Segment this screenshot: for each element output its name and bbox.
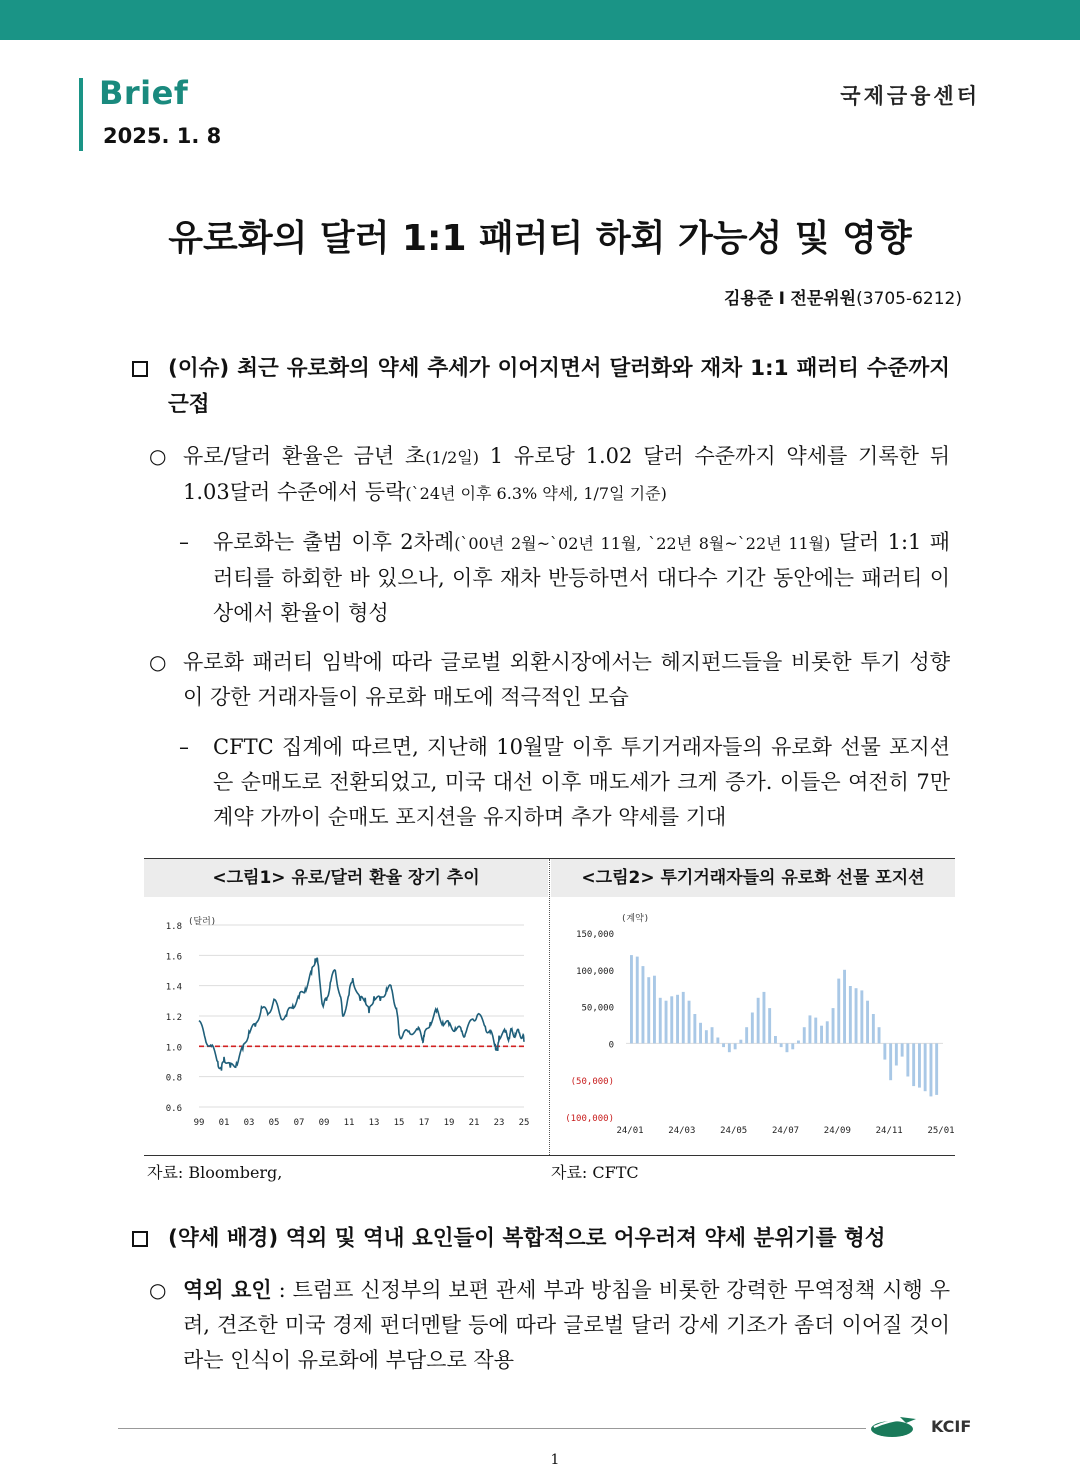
y-tick-label: (50,000) [570, 1077, 614, 1088]
position-bar [883, 1043, 886, 1059]
sub-bullet-paragraph: – CFTC 집계에 따르면, 지난해 10월말 이후 투기거래자들의 유로화 선물 포지션은 순매도로 전환되었고, 미국 대선 이후 매도세가 크게 증가. 이들은 여전히 7만 계약 가까이 순매도 포지션을 유지하며 추가 약세를 기대 [213, 730, 950, 835]
position-bar [860, 990, 863, 1043]
x-tick-label: 01 [218, 1118, 230, 1128]
position-bar [843, 970, 846, 1044]
position-bar [930, 1043, 933, 1096]
top-banner [0, 0, 1080, 40]
x-tick-label: 15 [393, 1118, 405, 1128]
position-bar [688, 1001, 691, 1044]
position-bar [872, 1014, 875, 1043]
y-tick-label: 1.0 [165, 1043, 182, 1054]
circle-bullet-icon: ○ [149, 1278, 167, 1302]
x-tick-label: 19 [443, 1118, 455, 1128]
publish-date: 2025. 1. 8 [103, 124, 222, 148]
y-tick-label: 100,000 [576, 966, 614, 977]
position-bar [849, 986, 852, 1043]
circle-bullet-icon: ○ [149, 650, 167, 674]
author-separator: I [778, 289, 785, 309]
x-tick-label: 03 [243, 1118, 255, 1128]
figure-divider [549, 859, 550, 1155]
bullet-paragraph: ○ 역외 요인 : 트럼프 신정부의 보편 관세 부과 방침을 비롯한 강력한 무역정책 시행 우려, 견조한 미국 경제 펀더멘탈 등에 따라 글로벌 달러 강세 기조가 좀더 이어질 것이라는 인식이 유로화에 부담으로 작용 [183, 1273, 950, 1378]
position-bar [630, 955, 633, 1043]
position-bar [647, 977, 650, 1043]
position-bar [751, 1013, 754, 1044]
author-line [724, 284, 962, 309]
x-tick-label: 24/07 [771, 1126, 800, 1136]
x-tick-label: 23 [493, 1118, 505, 1128]
footer-logo-text: KCIF [931, 1417, 972, 1436]
position-bar [912, 1043, 915, 1086]
x-tick-label: 24/11 [875, 1126, 903, 1136]
circle-bullet-icon: ○ [149, 444, 167, 468]
position-bar [642, 966, 645, 1043]
position-bar [711, 1027, 714, 1043]
figure-panel [144, 858, 955, 1156]
x-tick-label: 05 [268, 1118, 280, 1128]
position-bar [878, 1027, 881, 1043]
position-bar [716, 1038, 719, 1044]
figure2-title: <그림2> 투기거래자들의 유로화 선물 포지션 [551, 859, 955, 897]
x-tick-label: 24/05 [720, 1126, 748, 1136]
position-bar [693, 1014, 696, 1043]
author-role: 전문위원 [790, 289, 857, 309]
position-bar [837, 979, 840, 1044]
bullet-paragraph: ○ 유로/달러 환율은 금년 초(1/2일) 1 유로당 1.02 달러 수준까지 약세를 기록한 뒤 1.03달러 수준에서 등락(`24년 이후 6.3% 약세, 1/7일 기준) [183, 439, 950, 511]
x-tick-label: 17 [418, 1118, 430, 1128]
y-axis-unit: (계약) [621, 914, 650, 924]
x-tick-label: 11 [343, 1118, 355, 1128]
brief-accent-bar [79, 78, 83, 151]
section-heading-text: (약세 배경) 역외 및 역내 요인들이 복합적으로 어우러져 약세 분위기를 형성 [168, 1226, 886, 1251]
position-bar [803, 1027, 806, 1043]
position-bar [895, 1043, 898, 1065]
y-tick-label: 1.4 [165, 982, 182, 993]
position-bar [797, 1041, 800, 1044]
y-tick-label: 0.6 [165, 1104, 182, 1114]
position-bar [832, 1008, 835, 1043]
figure1-source: 자료: Bloomberg, [147, 1163, 283, 1182]
square-bullet-icon [132, 1231, 148, 1247]
author-name: 김용준 [723, 289, 774, 309]
figure1-title: <그림1> 유로/달러 환율 장기 추이 [144, 859, 548, 897]
position-bar [791, 1043, 794, 1049]
x-tick-label: 21 [468, 1118, 480, 1128]
y-tick-label: 50,000 [581, 1003, 614, 1014]
position-bar [745, 1027, 748, 1043]
position-bar [636, 957, 639, 1044]
position-bar [728, 1043, 731, 1052]
position-bar [918, 1043, 921, 1087]
position-bar [739, 1040, 742, 1044]
y-tick-label: 1.6 [165, 952, 182, 963]
footer-rule [118, 1428, 866, 1429]
x-tick-label: 07 [293, 1118, 305, 1128]
position-bar [665, 1001, 668, 1044]
position-bar [670, 996, 673, 1043]
dash-bullet-icon: – [179, 530, 189, 554]
position-bar [814, 1018, 817, 1044]
position-bar [699, 1023, 702, 1044]
y-tick-label: (100,000) [565, 1114, 614, 1124]
position-bar [786, 1043, 789, 1052]
y-tick-label: 150,000 [576, 930, 614, 940]
position-bar [757, 998, 760, 1044]
brief-label: Brief [99, 74, 189, 112]
position-bar [866, 1001, 869, 1044]
position-bar [889, 1043, 892, 1080]
sub-bullet-paragraph: – 유로화는 출범 이후 2차례(`00년 2월~`02년 11월, `22년 8월~`22년 11월) 달러 1:1 패러티를 하회한 바 있으나, 이후 재차 반등하면서 대다수 기간 동안에는 패러티 이상에서 환율이 형성 [213, 525, 950, 631]
position-bar [659, 998, 662, 1044]
position-bar [924, 1043, 927, 1091]
position-bar [809, 1015, 812, 1043]
position-bar [780, 1043, 783, 1047]
position-bar [855, 988, 858, 1043]
y-tick-label: 1.8 [165, 922, 182, 932]
y-tick-label: 0 [608, 1040, 614, 1051]
bullet-paragraph: ○ 유로화 패러티 임박에 따라 글로벌 외환시장에서는 헤지펀드들을 비롯한 투기 성향이 강한 거래자들이 유로화 매도에 적극적인 모습 [183, 645, 950, 715]
position-bar [722, 1043, 725, 1047]
x-tick-label: 24/09 [823, 1126, 851, 1136]
section-heading-issue [132, 351, 950, 423]
position-bar [734, 1043, 737, 1049]
author-phone: (3705-6212) [856, 289, 962, 309]
position-bar [682, 992, 685, 1044]
position-bar [820, 1026, 823, 1044]
dash-bullet-icon: – [179, 735, 189, 759]
y-tick-label: 1.2 [165, 1013, 182, 1023]
position-bar [768, 1008, 771, 1043]
x-tick-label: 25/01 [927, 1126, 955, 1136]
position-bar [826, 1021, 829, 1043]
report-title: 유로화의 달러 1:1 패러티 하회 가능성 및 영향 [168, 218, 912, 259]
organization-name: 국제금융센터 [840, 84, 980, 108]
x-tick-label: 24/01 [616, 1126, 644, 1136]
y-axis-unit: (달러) [188, 917, 217, 927]
position-bar [935, 1043, 938, 1095]
position-bar [653, 976, 656, 1044]
position-bar [763, 992, 766, 1044]
x-tick-label: 13 [368, 1118, 380, 1128]
x-tick-label: 99 [193, 1118, 205, 1128]
square-bullet-icon [132, 361, 148, 377]
y-tick-label: 0.8 [165, 1073, 182, 1084]
section-heading-text: (이슈) 최근 유로화의 약세 추세가 이어지면서 달러화와 재차 1:1 패러티 수준까지 근접 [168, 356, 950, 417]
eurusd-line-chart [144, 899, 548, 1155]
eurusd-series-line [199, 958, 524, 1070]
x-tick-label: 09 [318, 1118, 330, 1128]
position-bar [901, 1043, 904, 1056]
page-number: 1 [550, 1452, 560, 1468]
position-bar [676, 995, 679, 1044]
position-bar [906, 1043, 909, 1076]
section-heading-background [132, 1221, 950, 1257]
x-tick-label: 24/03 [668, 1126, 696, 1136]
position-bar [774, 1036, 777, 1043]
x-tick-label: 25 [518, 1118, 530, 1128]
figure2-source: 자료: CFTC [551, 1163, 639, 1182]
kcif-logo-icon [870, 1414, 920, 1440]
cftc-position-bar-chart [551, 899, 955, 1155]
position-bar [705, 1030, 708, 1043]
